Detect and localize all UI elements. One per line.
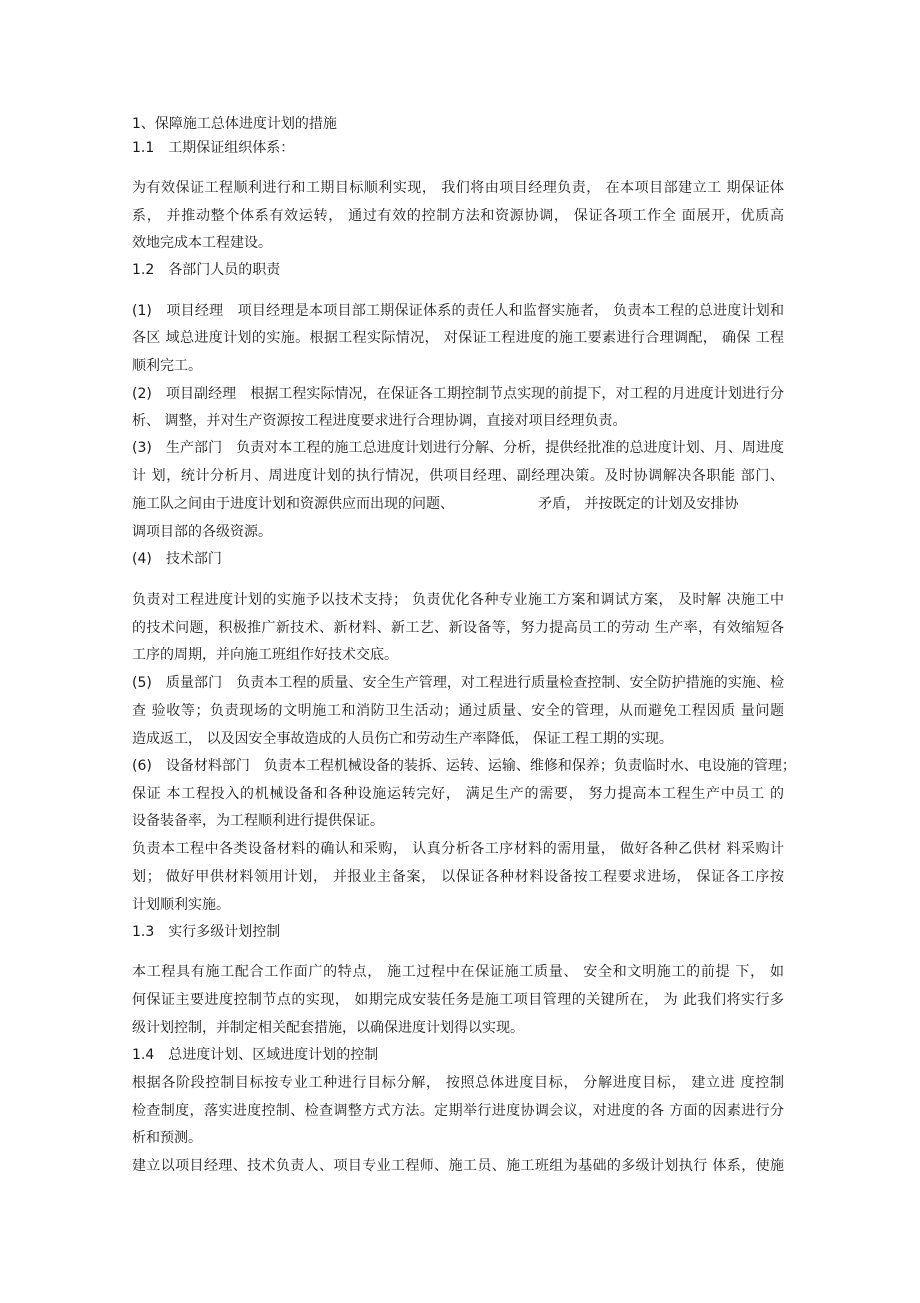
paragraph-line: 根据各阶段控制目标按专业工种进行目标分解， 按照总体进度目标， 分解进度目标， 建立进 度控制 <box>132 1075 784 1091</box>
paragraph-line-segment: 施工队之间由于进度计划和资源供应而出现的问题、 <box>132 496 454 512</box>
paragraph-line: 负责对工程进度计划的实施予以技术支持； 负责优化各种专业施工方案和调试方案， 及时解 决施工中 <box>132 592 784 608</box>
subsection-heading-1-1: 1.1 工期保证组织体系： <box>132 140 295 156</box>
paragraph-line: 划； 做好甲供材料领用计划， 并报业主备案， 以保证各种材料设备按工程要求进场， 保证各工序按 <box>132 869 784 885</box>
paragraph-line: 效地完成本工程建设。 <box>132 235 272 251</box>
paragraph-line: (3) 生产部门 负责对本工程的施工总进度计划进行分解、分析，提供经批准的总进度计划、月、周进度 <box>132 440 784 456</box>
paragraph-line: 计划顺利实施。 <box>132 897 230 913</box>
subsection-heading-1-4: 1.4 总进度计划、区域进度计划的控制 <box>132 1047 379 1063</box>
paragraph-line: 各区 域总进度计划的实施。根据工程实际情况， 对保证工程进度的施工要素进行合理调配， 确保 工程 <box>132 330 784 346</box>
paragraph-line: 系， 并推动整个体系有效运转， 通过有效的控制方法和资源协调， 保证各项工作全 面展开，优质高 <box>132 208 784 224</box>
paragraph-line: 级计划控制，并制定相关配套措施，以确保进度计划得以实现。 <box>132 1020 524 1036</box>
paragraph-line: (1) 项目经理 项目经理是本项目部工期保证体系的责任人和监督实施者， 负责本工程的总进度计划和 <box>132 303 784 319</box>
paragraph-line-segment: 矛盾， 并按既定的计划及安排协 <box>538 496 739 512</box>
paragraph-line: 析、 调整，并对生产资源按工程进度要求进行合理协调，直接对项目经理负责。 <box>132 413 627 429</box>
paragraph-line: 工序的周期，并向施工班组作好技术交底。 <box>132 647 398 663</box>
paragraph-line: 顺利完工。 <box>132 358 202 374</box>
subsection-heading-1-3: 1.3 实行多级计划控制 <box>132 924 281 940</box>
subsection-heading-1-2: 1.2 各部门人员的职责 <box>132 262 281 278</box>
section-heading-1: 1、保障施工总体进度计划的措施 <box>132 116 337 132</box>
paragraph-line: 为有效保证工程顺利进行和工期目标顺利实现， 我们将由项目经理负责， 在本项目部建立工 期保证体 <box>132 180 784 196</box>
paragraph-line-split <box>132 494 784 514</box>
paragraph-line: 建立以项目经理、技术负责人、项目专业工程师、施工员、施工班组为基础的多级计划执行 体系，使施 <box>132 1158 784 1174</box>
paragraph-line: 负责本工程中各类设备材料的确认和采购， 认真分析各工序材料的需用量， 做好各种乙供材 料采购计 <box>132 841 784 857</box>
paragraph-line: 调项目部的各级资源。 <box>132 524 272 540</box>
item-heading-4: (4) 技术部门 <box>132 551 222 567</box>
paragraph-line: 的技术问题，积极推广新技术、新材料、新工艺、新设备等，努力提高员工的劳动 生产率，有效缩短各 <box>132 620 784 636</box>
paragraph-line: 检查制度，落实进度控制、检查调整方式方法。定期举行进度协调会议，对进度的各 方面的因素进行分 <box>132 1103 784 1119</box>
paragraph-line: 本工程具有施工配合工作面广的特点， 施工过程中在保证施工质量、 安全和文明施工的前提 下， 如 <box>132 964 784 980</box>
paragraph-line: 计 划，统计分析月、周进度计划的执行情况，供项目经理、副经理决策。及时协调解决各职能 部门、 <box>132 468 784 484</box>
paragraph-line: 何保证主要进度控制节点的实现， 如期完成安装任务是施工项目管理的关键所在， 为 此我们将实行多 <box>132 992 784 1008</box>
paragraph-line: (2) 项目副经理 根据工程实际情况，在保证各工期控制节点实现的前提下，对工程的月进度计划进行分 <box>132 386 784 402</box>
paragraph-line: 保证 本工程投入的机械设备和各种设施运转完好， 满足生产的需要， 努力提高本工程生产中员工 的 <box>132 786 784 802</box>
paragraph-line: (6) 设备材料部门 负责本工程机械设备的装拆、运转、运输、维修和保养；负责临时水、电设施的管理； <box>132 758 796 774</box>
paragraph-line: 设备装备率，为工程顺利进行提供保证。 <box>132 813 384 829</box>
paragraph-line: 析和预测。 <box>132 1130 202 1146</box>
paragraph-line: (5) 质量部门 负责本工程的质量、安全生产管理，对工程进行质量检查控制、安全防护措施的实施、检 <box>132 675 784 691</box>
paragraph-line: 查 验收等；负责现场的文明施工和消防卫生活动；通过质量、安全的管理，从而避免工程因质 量问题 <box>132 703 784 719</box>
paragraph-line: 造成返工， 以及因安全事故造成的人员伤亡和劳动生产率降低， 保证工程工期的实现。 <box>132 731 673 747</box>
